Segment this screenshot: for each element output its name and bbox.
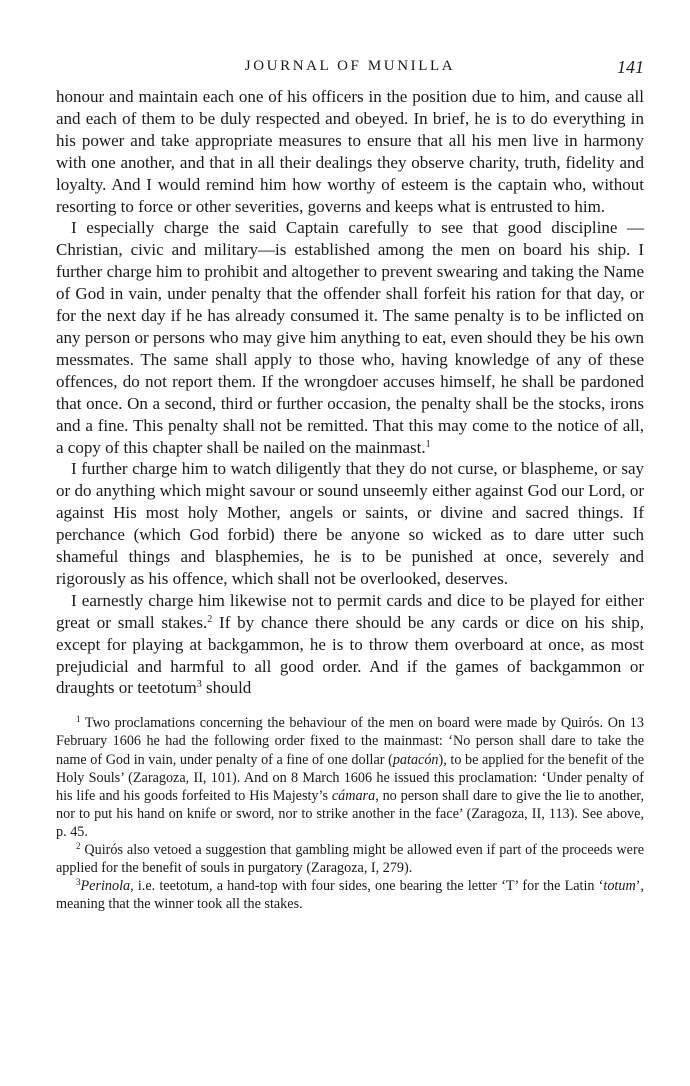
running-head <box>56 58 644 80</box>
footnote-1-text-b: ), to be applied for the benefit of the Holy Souls’ (Zaragoza, II, 101). And on 8 March 1606 he issued this proclamation: ‘Under penalty of his life and his goods forfeited to His Majesty’s <box>56 751 644 804</box>
paragraph-4 <box>56 590 644 700</box>
footnote-1-text-c: , no person shall dare to give the lie to another, nor to put his hand on knife or sword, nor to strike another in the face’ (Zaragoza, II, 113). See above, p. 45. <box>56 787 644 840</box>
footnote-2-text: Quirós also vetoed a suggestion that gambling might be allowed even if part of the proceeds were applied for the benefit of souls in purgatory (Zaragoza, I, 279). <box>56 842 644 877</box>
footnote-2 <box>56 841 644 877</box>
paragraph-4-text-a: I earnestly charge him likewise not to permit cards and dice to be played for either great or small stakes. <box>56 590 644 632</box>
footnote-2-mark: 2 <box>76 841 81 852</box>
page-number: 141 <box>617 57 644 77</box>
footnote-ref-2: 2 <box>207 613 213 625</box>
paragraph-3: I further charge him to watch diligently that they do not curse, or blaspheme, or say or do anything which might savour or sound unseemly either against God our Lord, or against His most holy Mother, angels or saints, or divine and sacred things. If perchance (which God forbid) there be anyone so wicked as to dare utter such shameful things and blasphemies, he is to be punished at once, severely and rigorously as his offence, which shall not be overlooked, deserves. <box>56 459 644 588</box>
book-page <box>56 58 644 913</box>
footnote-1-text-a: Two proclamations concerning the behaviour of the men on board were made by Quirós. On 13 February 1606 he had the following order fixed to the mainmast: ‘No person shall dare to take the name of God in vain, under penalty of a fine of one dollar ( <box>56 715 644 768</box>
footnote-3-perinola: Perinola <box>80 878 131 895</box>
paragraph-4-text-b: If by chance there should be any cards or dice on his ship, except for playing at backgammon, he is to throw them overboard at once, as most prejudicial and harmful to all good order. And if the games of backgammon or draughts or teetotum <box>56 612 644 698</box>
footnote-ref-1: 1 <box>425 438 431 450</box>
paragraph-4-text-c: should <box>201 678 252 698</box>
footnote-1 <box>56 714 644 841</box>
footnote-3-text-a: , i.e. teetotum, a hand-top with four sides, one bearing the letter ‘T’ for the Latin ‘ <box>130 878 604 895</box>
footnotes <box>56 714 644 913</box>
footnote-3 <box>56 877 644 913</box>
footnote-1-camara: cámara <box>331 787 376 804</box>
footnote-1-patacon: patacón <box>392 751 439 768</box>
paragraph-2 <box>56 217 644 458</box>
footnote-1-mark: 1 <box>76 714 81 725</box>
paragraph-2-text: I especially charge the said Captain carefully to see that good discipline —Christian, civic and military—is established among the men on board his ship. I further charge him to prohibit and altogether to prevent swearing and taking the Name of God in vain, under penalty that the offender shall forfeit his ration for that day, or for the next day if he has already consumed it. The same penalty is to be inflicted on any person or persons who may give him anything to eat, even should they be his own messmates. The same shall apply to those who, having knowledge of any of these offences, do not report them. If the wrongdoer accuses himself, he shall be pardoned that once. On a second, third or further occasion, the penalty shall be the stocks, irons and a fine. This penalty shall not be remitted. That this may come to the notice of all, a copy of this chapter shall be nailed on the mainmast. <box>56 218 644 457</box>
paragraph-1: honour and maintain each one of his officers in the position due to him, and cause all and each of them to be duly respected and obeyed. In brief, he is to do everything in his power and take appropriate measures to ensure that all his men live in harmony with one another, and that in all their dealings they observe charity, truth, fidelity and loyalty. And I would remind him how worthy of esteem is the captain who, without resorting to force or other severities, governs and keeps what is entrusted to him. <box>56 87 644 216</box>
footnote-ref-3: 3 <box>196 679 202 691</box>
footnote-3-text-b: ’, meaning that the winner took all the stakes. <box>56 878 644 913</box>
running-title: JOURNAL OF MUNILLA <box>244 58 456 74</box>
body-text <box>56 86 644 699</box>
footnote-3-mark: 3 <box>76 877 81 888</box>
footnote-3-totum: totum <box>603 878 636 895</box>
